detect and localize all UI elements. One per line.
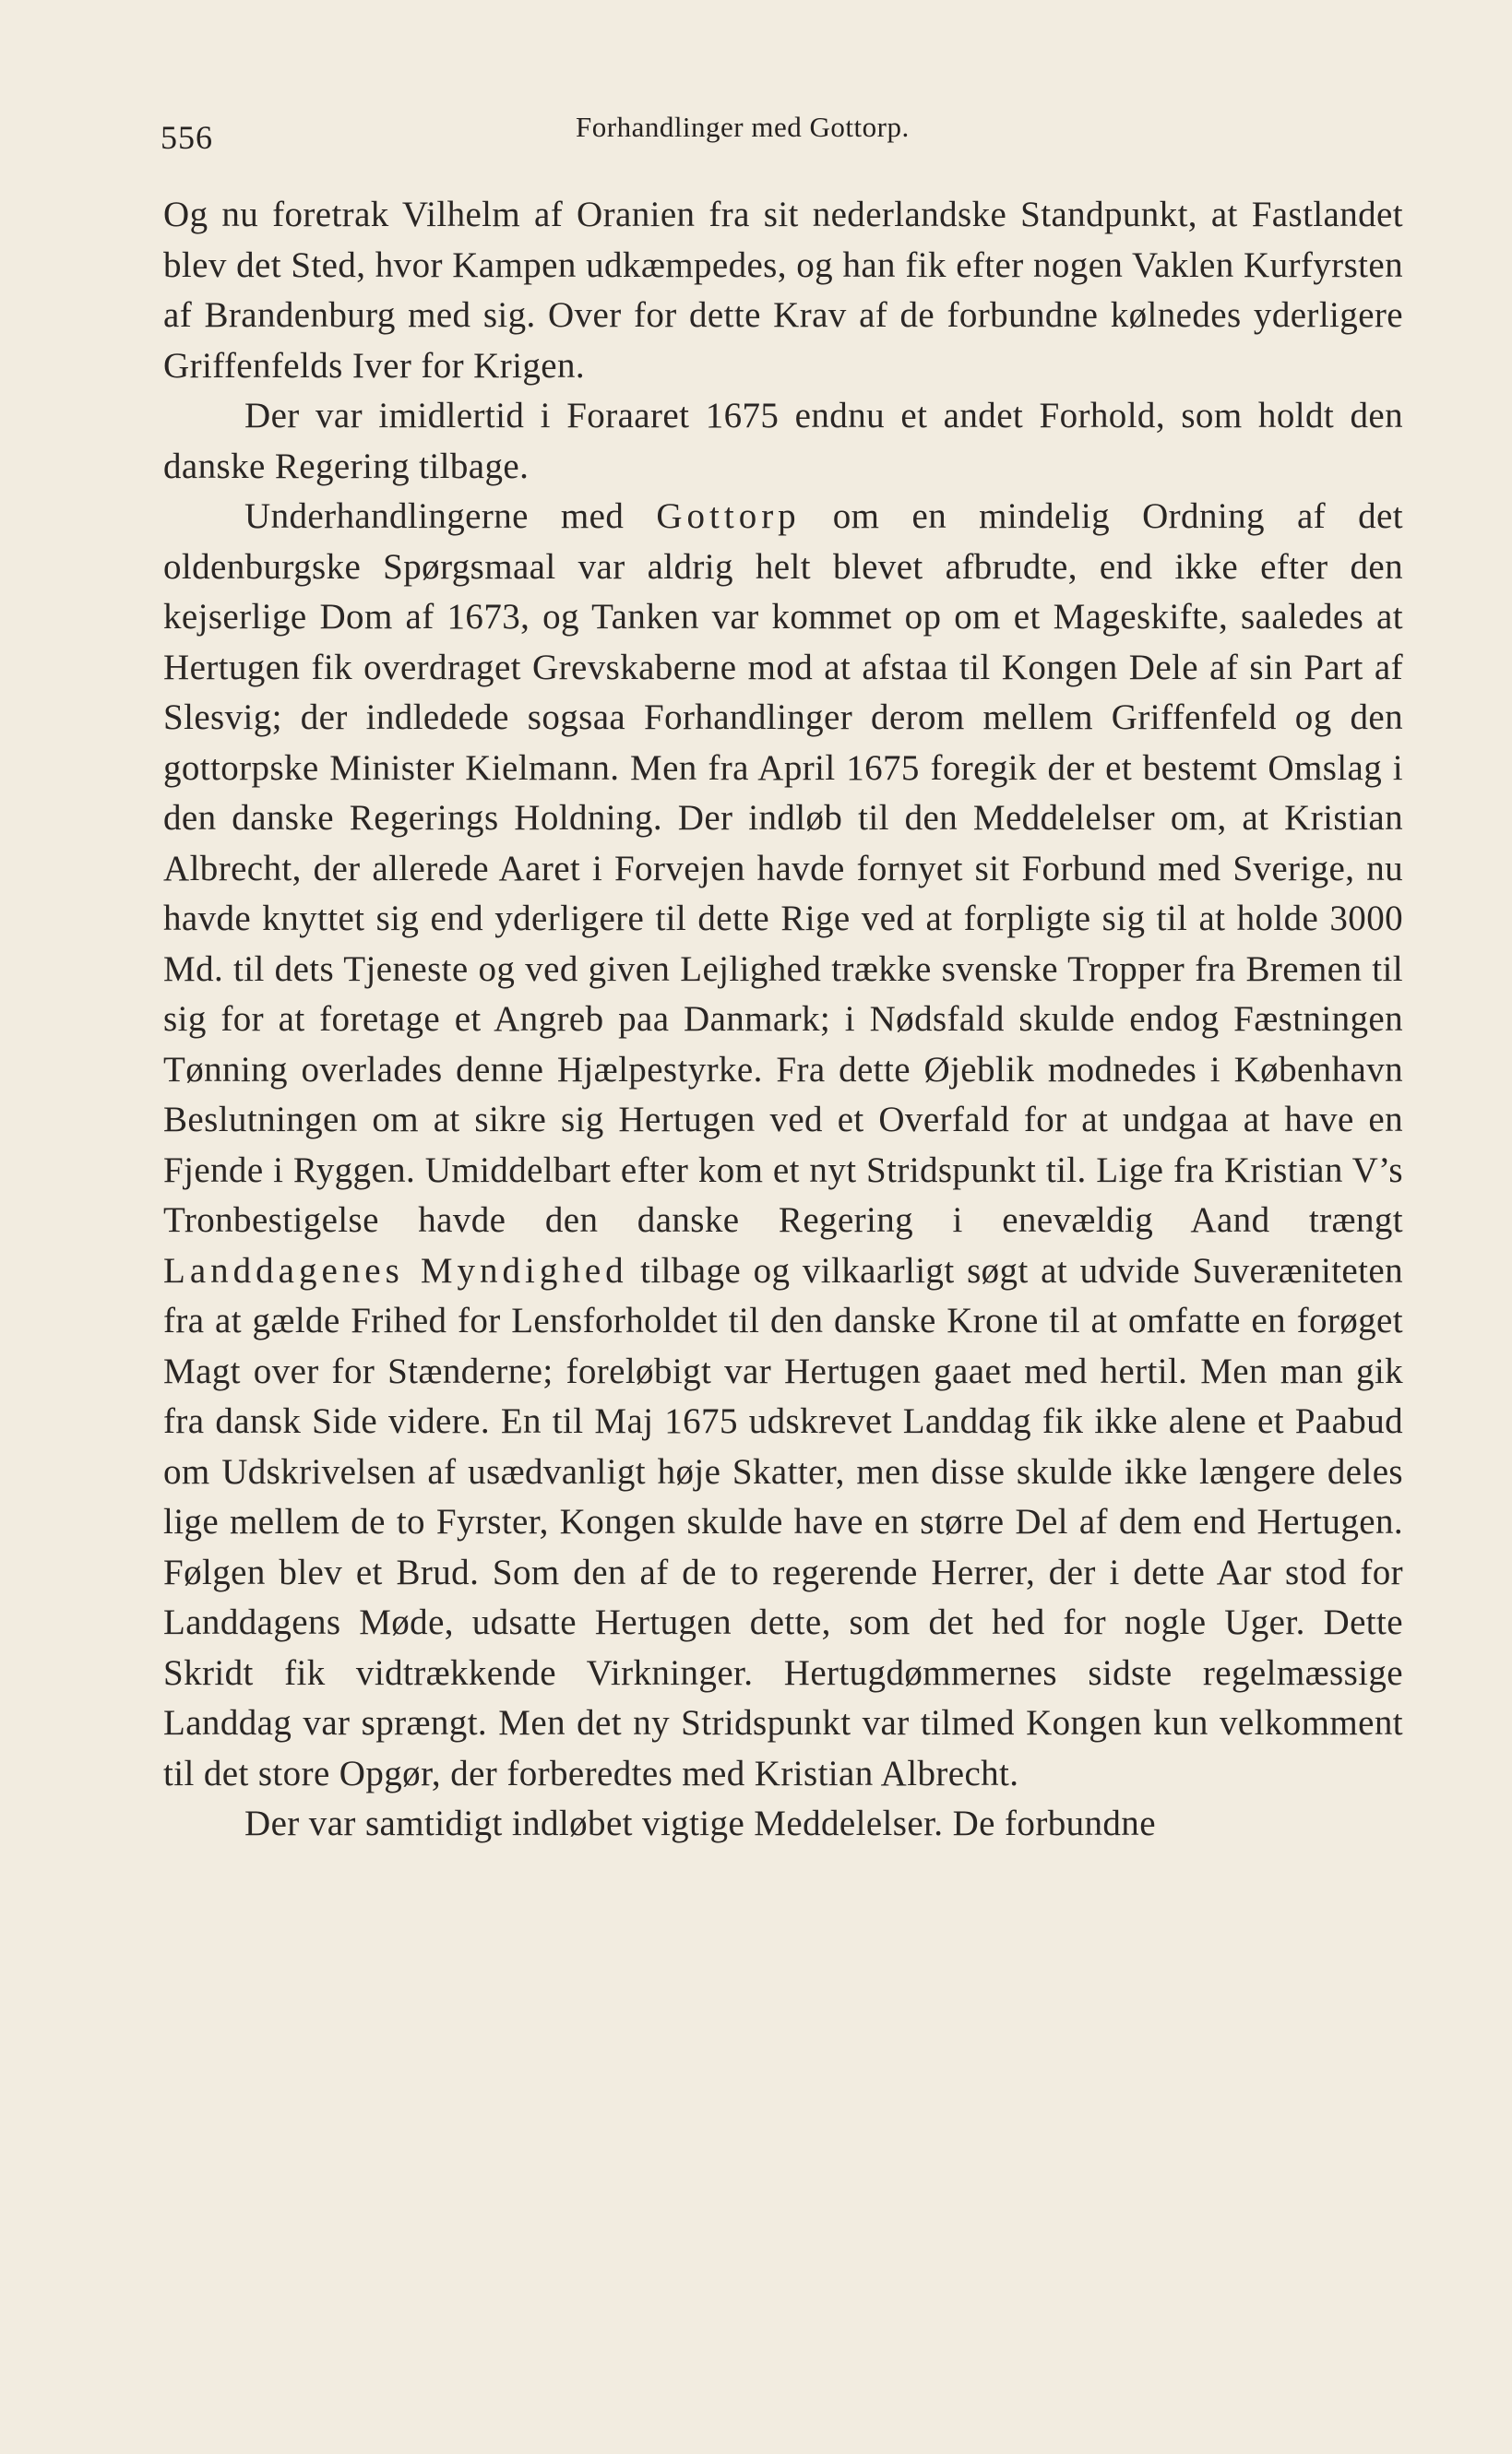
body-text bbox=[163, 190, 1403, 1850]
page-number: 556 bbox=[161, 119, 213, 156]
running-title: Forhandlinger med Gottorp. bbox=[576, 111, 910, 143]
emphasized-phrase-landdagenes-myndighed: Landdagenes Myndighed bbox=[163, 1250, 628, 1291]
paragraph-2 bbox=[163, 391, 1403, 492]
paragraph-text: Og nu foretrak Vilhelm af Oranien fra sit nederlandske Standpunkt, at Fastlandet blev det Sted, hvor Kampen udkæmpedes, og han fik efter nogen Vaklen Kurfyrsten af Brandenburg med sig. Over for dette Krav af de forbundne kølnedes yderligere Griffenfelds Iver for Krigen. bbox=[163, 195, 1403, 386]
paragraph-text: om en mindelig Ordning af det oldenburgske Spørgsmaal var aldrig helt blevet afbrudte, end ikke efter den kejserlige Dom af 1673, og Tanken var kommet op om et Mageskifte, saaledes at Hertugen fik overdraget Grevskaberne mod at afstaa til Kongen Dele af sin Part af Slesvig; der indledede sogsaa Forhandlinger derom mellem Griffenfeld og den gottorpske Minister Kielmann. Men fra April 1675 foregik der et bestemt Omslag i den danske Regerings Holdning. Der indløb til den Meddelelser om, at Kristian Albrecht, der allerede Aaret i Forvejen havde fornyet sit Forbund med Sverige, nu havde knyttet sig end yderligere til dette Rige ved at forpligte sig til at holde 3000 Md. til dets Tjeneste og ved given Lejlighed trække svenske Tropper fra Bremen til sig for at foretage et Angreb paa Danmark; i Nødsfald skulde endog Fæstningen Tønning overlades denne Hjælpestyrke. Fra dette Øjeblik modnedes i København Beslutningen om at sikre sig Hertugen ved et Overfald for at undgaa at have en Fjende i Ryggen. Umiddelbart efter kom et nyt Stridspunkt til. Lige fra Kristian V’s Tronbestigelse havde den danske Regering i enevældig Aand trængt bbox=[163, 496, 1403, 1240]
paragraph-text: Der var samtidigt indløbet vigtige Meddelelser. De forbundne bbox=[244, 1804, 1156, 1843]
emphasized-name-gottorp: Gottorp bbox=[656, 496, 801, 536]
paragraph-text: tilbage og vilkaarligt søgt at udvide Suveræniteten fra at gælde Frihed for Lensforholdet til den danske Krone til at omfatte en forøget Magt over for Stænderne; foreløbigt var Hertugen gaaet med hertil. Men man gik fra dansk Side videre. En til Maj 1675 udskrevet Landdag fik ikke alene et Paabud om Udskrivelsen af usædvanligt høje Skatter, men disse skulde ikke længere deles lige mellem de to Fyrster, Kongen skulde have en større Del af dem end Hertugen. Følgen blev et Brud. Som den af de to regerende Herrer, der i dette Aar stod for Landdagens Møde, udsatte Hertugen dette, som det hed for nogle Uger. Dette Skridt fik vidtrækkende Virkninger. Hertugdømmernes sidste regelmæssige Landdag var sprængt. Men det ny Stridspunkt var tilmed Kongen kun velkomment til det store Opgør, der forberedtes med Kristian Albrecht. bbox=[163, 1250, 1403, 1793]
paragraph-1 bbox=[163, 190, 1403, 391]
paragraph-4 bbox=[163, 1799, 1403, 1850]
paragraph-text: Der var imidlertid i Foraaret 1675 endnu et andet Forhold, som holdt den danske Regering tilbage. bbox=[163, 396, 1403, 486]
paragraph-3 bbox=[163, 492, 1403, 1799]
running-head bbox=[161, 109, 1402, 156]
paragraph-text: Underhandlingerne med bbox=[244, 496, 657, 536]
